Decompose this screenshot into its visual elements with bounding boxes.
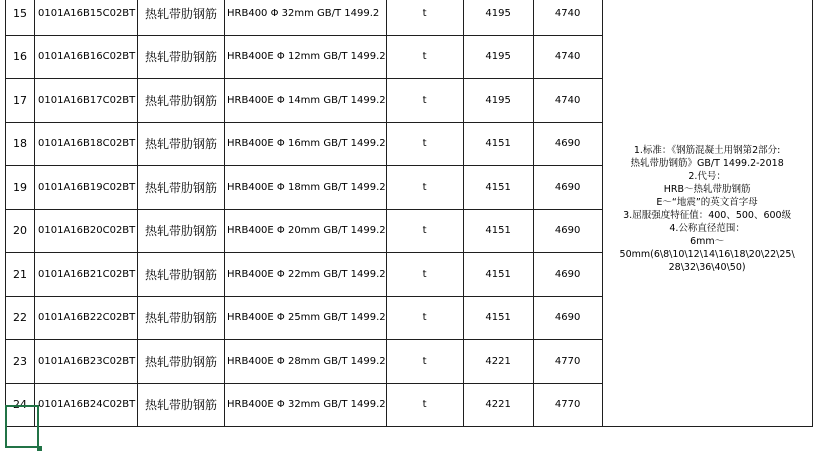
price-excl-tax-cell[interactable]: 4151: [463, 253, 533, 297]
item-name-cell[interactable]: 热轧带肋钢筋: [138, 383, 225, 427]
row-number-cell[interactable]: 17: [6, 79, 35, 123]
unit-cell[interactable]: t: [386, 122, 463, 166]
item-code-cell[interactable]: 0101A16B22C02BT: [35, 296, 138, 340]
note-line: E～“地震”的英文首字母: [656, 197, 758, 208]
item-name-cell[interactable]: 热轧带肋钢筋: [138, 122, 225, 166]
item-name-cell[interactable]: 热轧带肋钢筋: [138, 166, 225, 210]
item-name-cell[interactable]: 热轧带肋钢筋: [138, 79, 225, 123]
item-name-cell[interactable]: 热轧带肋钢筋: [138, 0, 225, 35]
item-spec-cell[interactable]: HRB400E Φ 18mm GB/T 1499.2: [225, 166, 387, 210]
price-incl-tax-cell[interactable]: 4690: [533, 166, 602, 210]
row-number-cell[interactable]: 22: [6, 296, 35, 340]
table-row: [6, 0, 813, 35]
item-code-cell[interactable]: 0101A16B23C02BT: [35, 340, 138, 384]
unit-cell[interactable]: t: [386, 209, 463, 253]
price-incl-tax-cell[interactable]: 4770: [533, 340, 602, 384]
price-incl-tax-cell[interactable]: 4690: [533, 253, 602, 297]
note-line: 热轧带肋钢筋》GB/T 1499.2-2018: [630, 158, 784, 169]
note-line: 1.标准：《钢筋混凝土用钢第2部分:: [633, 145, 781, 156]
price-incl-tax-cell[interactable]: 4740: [533, 0, 602, 35]
item-code-cell[interactable]: 0101A16B24C02BT: [35, 383, 138, 427]
note-line: 6mm～: [690, 236, 725, 247]
item-spec-cell[interactable]: HRB400E Φ 14mm GB/T 1499.2: [225, 79, 387, 123]
item-name-cell[interactable]: 热轧带肋钢筋: [138, 253, 225, 297]
item-spec-cell[interactable]: HRB400E Φ 28mm GB/T 1499.2: [225, 340, 387, 384]
item-spec-cell[interactable]: HRB400E Φ 32mm GB/T 1499.2: [225, 383, 387, 427]
price-excl-tax-cell[interactable]: 4151: [463, 166, 533, 210]
fill-handle[interactable]: [37, 446, 42, 451]
note-line: 2.代号：: [688, 171, 726, 182]
unit-cell[interactable]: t: [386, 35, 463, 79]
row-number-cell[interactable]: 23: [6, 340, 35, 384]
note-line: 28\32\36\40\50): [668, 262, 746, 273]
unit-cell[interactable]: t: [386, 340, 463, 384]
unit-cell[interactable]: t: [386, 296, 463, 340]
row-number-cell[interactable]: 16: [6, 35, 35, 79]
item-code-cell[interactable]: 0101A16B19C02BT: [35, 166, 138, 210]
price-excl-tax-cell[interactable]: 4151: [463, 209, 533, 253]
item-code-cell[interactable]: 0101A16B17C02BT: [35, 79, 138, 123]
price-incl-tax-cell[interactable]: 4690: [533, 296, 602, 340]
item-name-cell[interactable]: 热轧带肋钢筋: [138, 296, 225, 340]
item-spec-cell[interactable]: HRB400E Φ 16mm GB/T 1499.2: [225, 122, 387, 166]
row-number-cell[interactable]: 24: [6, 383, 35, 427]
price-incl-tax-cell[interactable]: 4690: [533, 122, 602, 166]
item-code-cell[interactable]: 0101A16B20C02BT: [35, 209, 138, 253]
unit-cell[interactable]: t: [386, 253, 463, 297]
item-name-cell[interactable]: 热轧带肋钢筋: [138, 35, 225, 79]
item-name-cell[interactable]: 热轧带肋钢筋: [138, 209, 225, 253]
note-line: 3.屈服强度特征值：400、500、600级: [623, 210, 792, 221]
unit-cell[interactable]: t: [386, 0, 463, 35]
note-line: 4.公称直径范围：: [669, 223, 745, 234]
price-incl-tax-cell[interactable]: 4770: [533, 383, 602, 427]
note-line: HRB～热轧带肋钢筋: [663, 184, 751, 195]
item-code-cell[interactable]: 0101A16B15C02BT: [35, 0, 138, 35]
item-code-cell[interactable]: 0101A16B18C02BT: [35, 122, 138, 166]
item-spec-cell[interactable]: HRB400 Φ 32mm GB/T 1499.2: [225, 0, 387, 35]
price-excl-tax-cell[interactable]: 4195: [463, 0, 533, 35]
notes-merged-cell[interactable]: [602, 0, 812, 427]
price-excl-tax-cell[interactable]: 4221: [463, 340, 533, 384]
unit-cell[interactable]: t: [386, 79, 463, 123]
price-excl-tax-cell[interactable]: 4151: [463, 296, 533, 340]
price-incl-tax-cell[interactable]: 4690: [533, 209, 602, 253]
price-excl-tax-cell[interactable]: 4151: [463, 122, 533, 166]
price-excl-tax-cell[interactable]: 4195: [463, 79, 533, 123]
item-name-cell[interactable]: 热轧带肋钢筋: [138, 340, 225, 384]
price-excl-tax-cell[interactable]: 4221: [463, 383, 533, 427]
price-incl-tax-cell[interactable]: 4740: [533, 35, 602, 79]
item-spec-cell[interactable]: HRB400E Φ 12mm GB/T 1499.2: [225, 35, 387, 79]
row-number-cell[interactable]: 20: [6, 209, 35, 253]
price-excl-tax-cell[interactable]: 4195: [463, 35, 533, 79]
unit-cell[interactable]: t: [386, 383, 463, 427]
row-number-cell[interactable]: 18: [6, 122, 35, 166]
item-code-cell[interactable]: 0101A16B16C02BT: [35, 35, 138, 79]
item-code-cell[interactable]: 0101A16B21C02BT: [35, 253, 138, 297]
row-number-cell[interactable]: 15: [6, 0, 35, 35]
unit-cell[interactable]: t: [386, 166, 463, 210]
note-line: 50mm(6\8\10\12\14\16\18\20\22\25\: [619, 249, 795, 260]
row-number-cell[interactable]: 21: [6, 253, 35, 297]
item-spec-cell[interactable]: HRB400E Φ 22mm GB/T 1499.2: [225, 253, 387, 297]
row-number-cell[interactable]: 19: [6, 166, 35, 210]
item-spec-cell[interactable]: HRB400E Φ 20mm GB/T 1499.2: [225, 209, 387, 253]
price-incl-tax-cell[interactable]: 4740: [533, 79, 602, 123]
item-spec-cell[interactable]: HRB400E Φ 25mm GB/T 1499.2: [225, 296, 387, 340]
price-table: [5, 0, 813, 427]
